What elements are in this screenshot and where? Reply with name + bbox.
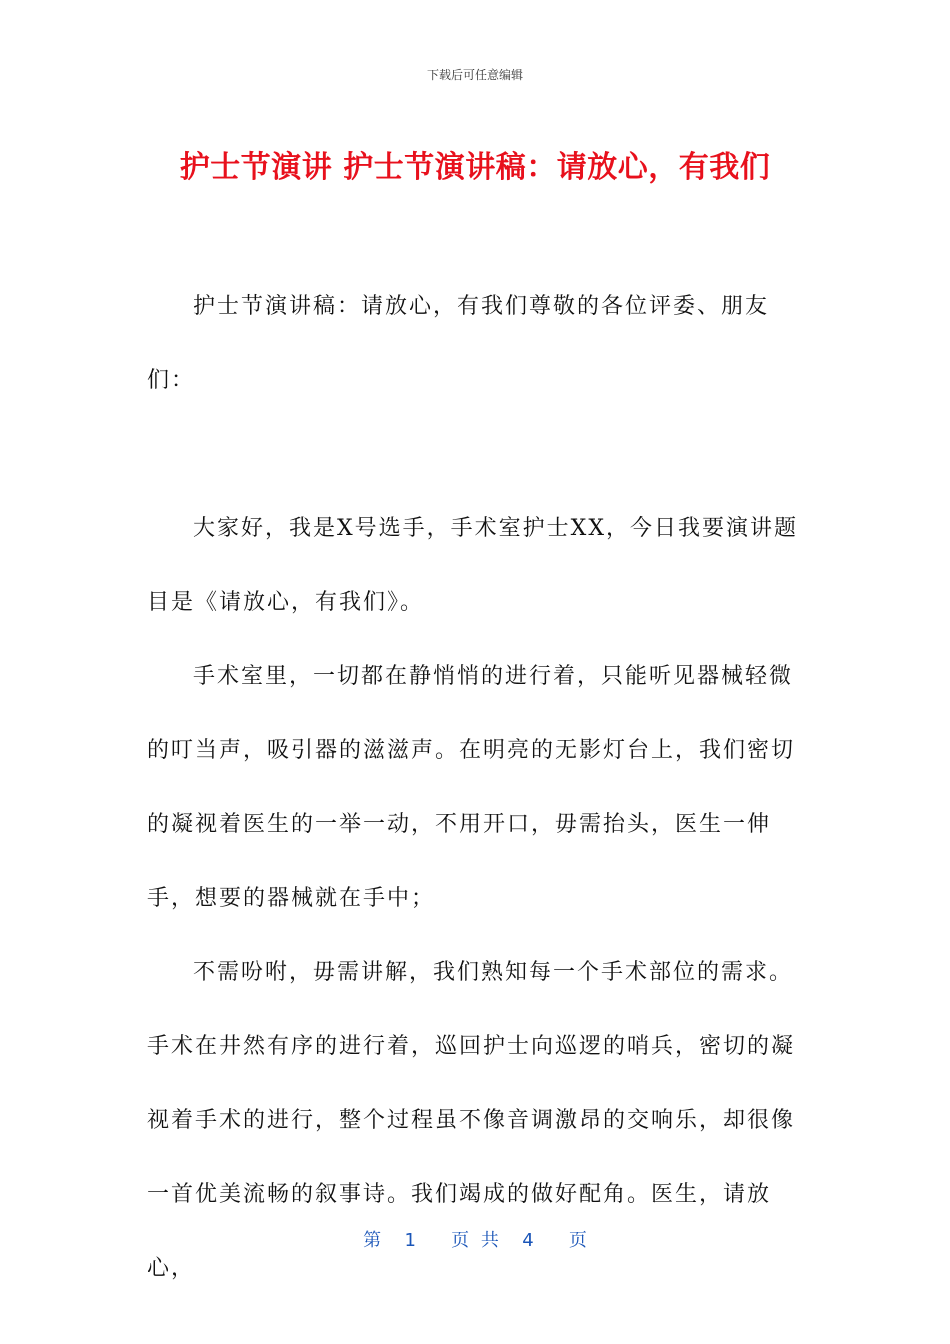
page-footer: 第 1 页 共 4 页 xyxy=(363,1230,587,1251)
paragraph-operating-room: 手术室里，一切都在静悄悄的进行着，只能听见器械轻微的叮当声，吸引器的滋滋声。在明亮的无影灯台上，我们密切的凝视着医生的一举一动，不用开口，毋需抬头，医生一伸手，想要的器械就在手中； xyxy=(147,664,796,911)
paragraph-greeting: 护士节演讲稿：请放心，有我们尊敬的各位评委、朋友们： xyxy=(147,294,770,393)
paragraph-no-instruction: 不需吩咐，毋需讲解，我们熟知每一个手术部位的需求。手术在井然有序的进行着，巡回护士向巡逻的哨兵，密切的凝视着手术的进行，整个过程虽不像音调激昂的交响乐，却很像一首优美流畅的叙事诗。我们竭成的做好配角。医生，请放心， xyxy=(147,960,796,1281)
document-body xyxy=(147,270,807,1306)
header-note: 下载后可任意编辑 xyxy=(426,68,523,82)
paragraph-intro: 大家好，我是X号选手，手术室护士XX，今日我要演讲题目是《请放心，有我们》。 xyxy=(147,516,798,615)
document-title: 护士节演讲 护士节演讲稿：请放心，有我们 xyxy=(179,150,771,185)
